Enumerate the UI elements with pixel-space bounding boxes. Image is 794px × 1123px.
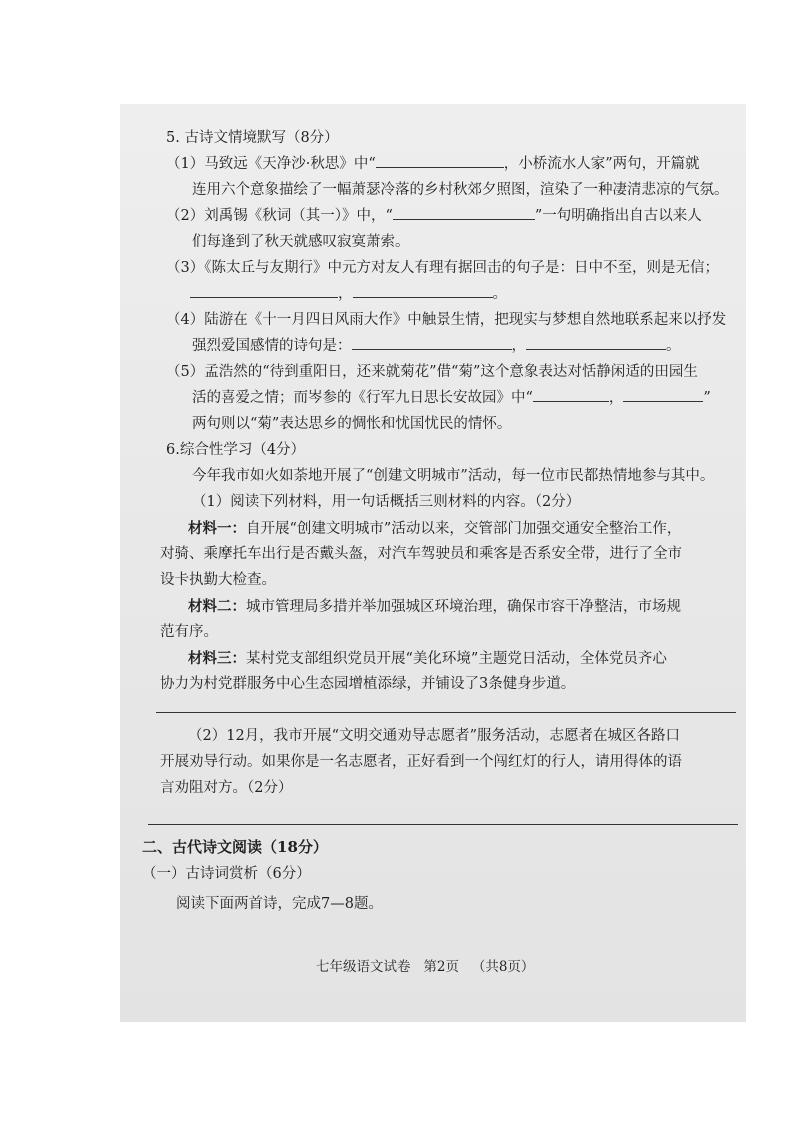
material-1-line3: 设卡执勤大检查。 bbox=[160, 572, 276, 588]
section-2-instruction: 阅读下面两首诗，完成7—8题。 bbox=[176, 896, 383, 912]
material-1-label: 材料一： bbox=[188, 520, 246, 537]
comma: ， bbox=[608, 390, 624, 406]
q5-item3-line1: （3）《陈太丘与友期行》中元方对友人有理有据回击的句子是：日中不至，则是无信； bbox=[166, 260, 719, 276]
q5-item5-b: 活的喜爱之情；而岑参的《行军九日思长安故园》中“ bbox=[192, 390, 533, 406]
q5-item4-line2 bbox=[192, 334, 681, 359]
answer-line[interactable] bbox=[148, 824, 738, 825]
answer-blank[interactable] bbox=[623, 387, 703, 402]
footer-page: 第2页 bbox=[423, 959, 459, 975]
q6-intro: 今年我市如火如荼地开展了“创建文明城市”活动，每一位市民都热情地参与其中。 bbox=[192, 468, 715, 484]
material-3-text: 某村党支部组织党员开展“美化环境”主题党日活动，全体党员齐心 bbox=[246, 651, 667, 667]
q5-item1-line1 bbox=[166, 152, 700, 177]
q6-sub2-line1: （2）12月，我市开展“文明交通劝导志愿者”服务活动，志愿者在城区各路口 bbox=[188, 728, 680, 744]
q5-item5-line3: 两句则以“菊”表达思乡的惆怅和忧国忧民的情怀。 bbox=[192, 416, 512, 432]
exam-paper bbox=[120, 104, 746, 1022]
q6-sub2-line2: 开展劝导行动。如果你是一名志愿者，正好看到一个闯红灯的行人，请用得体的语 bbox=[160, 754, 682, 770]
answer-blank[interactable] bbox=[190, 283, 338, 298]
material-3-line2: 协力为村党群服务中心生态园增植添绿，并铺设了3条健身步道。 bbox=[160, 676, 576, 692]
section-2-title: 二、古代诗文阅读（18分） bbox=[142, 838, 328, 856]
material-2-line1 bbox=[188, 594, 681, 620]
q5-item2-line1 bbox=[166, 204, 702, 229]
q5-item1-b: ，小桥流水人家”两句，开篇就 bbox=[503, 156, 700, 172]
q5-item5-line2 bbox=[192, 386, 711, 411]
q5-item2-line2: 们每逢到了秋天就感叹寂寞萧索。 bbox=[192, 234, 410, 250]
q5-title: 5. 古诗文情境默写（8分） bbox=[166, 130, 339, 146]
material-2-line2: 范有序。 bbox=[160, 624, 218, 640]
quote: ” bbox=[703, 390, 711, 406]
material-2-label: 材料二： bbox=[188, 598, 246, 615]
material-1-line2: 对骑、乘摩托车出行是否戴头盔，对汽车驾驶员和乘客是否系安全带，进行了全市 bbox=[160, 546, 682, 562]
answer-blank[interactable] bbox=[353, 283, 493, 298]
comma: ， bbox=[511, 338, 526, 354]
q6-sub2-line3: 言劝阻对方。（2分） bbox=[160, 780, 293, 796]
material-3-label: 材料三： bbox=[188, 650, 246, 667]
q5-item1-line2: 连用六个意象描绘了一幅萧瑟冷落的乡村秋郊夕照图，渲染了一种凄清悲凉的气氛。 bbox=[192, 182, 729, 198]
q5-item5-line1: （5）孟浩然的“待到重阳日，还来就菊花”借“菊”这个意象表达对恬静闲适的田园生 bbox=[166, 364, 698, 380]
material-2-text: 城市管理局多措并举加强城区环境治理，确保市容干净整洁，市场规 bbox=[246, 599, 681, 615]
answer-blank[interactable] bbox=[376, 153, 504, 168]
q5-item4-line1: （4）陆游在《十一月四日风雨大作》中触景生情，把现实与梦想自然地联系起来以抒发 bbox=[166, 312, 727, 328]
q5-item2-a: （2）刘禹锡《秋词（其一）》中，“ bbox=[166, 208, 393, 224]
q6-title: 6.综合性学习（4分） bbox=[166, 442, 306, 458]
q5-item2-b: ”一句明确指出自古以来人 bbox=[534, 208, 702, 224]
q5-item1-a: （1）马致远《天净沙·秋思》中“ bbox=[166, 156, 376, 172]
section-2-subtitle: （一）古诗词赏析（6分） bbox=[142, 866, 311, 882]
q5-item4-b: 强烈爱国感情的诗句是： bbox=[192, 338, 352, 354]
footer-total: （共8页） bbox=[471, 959, 535, 975]
answer-blank[interactable] bbox=[352, 335, 512, 350]
answer-blank[interactable] bbox=[526, 335, 666, 350]
material-1-text: 自开展“创建文明城市”活动以来，交管部门加强交通安全整治工作， bbox=[246, 521, 682, 537]
page-footer bbox=[316, 956, 534, 980]
material-3-line1 bbox=[188, 646, 667, 672]
q6-sub1: （1）阅读下列材料，用一句话概括三则材料的内容。（2分） bbox=[192, 494, 581, 510]
period: 。 bbox=[666, 338, 681, 354]
footer-subject: 七年级语文试卷 bbox=[316, 959, 411, 975]
comma: ， bbox=[338, 286, 353, 302]
q5-item3-line2 bbox=[190, 282, 507, 307]
answer-line[interactable] bbox=[156, 712, 736, 713]
material-1-line1 bbox=[188, 516, 681, 542]
answer-blank[interactable] bbox=[393, 205, 535, 220]
period: 。 bbox=[492, 286, 507, 302]
exam-content bbox=[120, 104, 746, 1022]
answer-blank[interactable] bbox=[533, 387, 609, 402]
